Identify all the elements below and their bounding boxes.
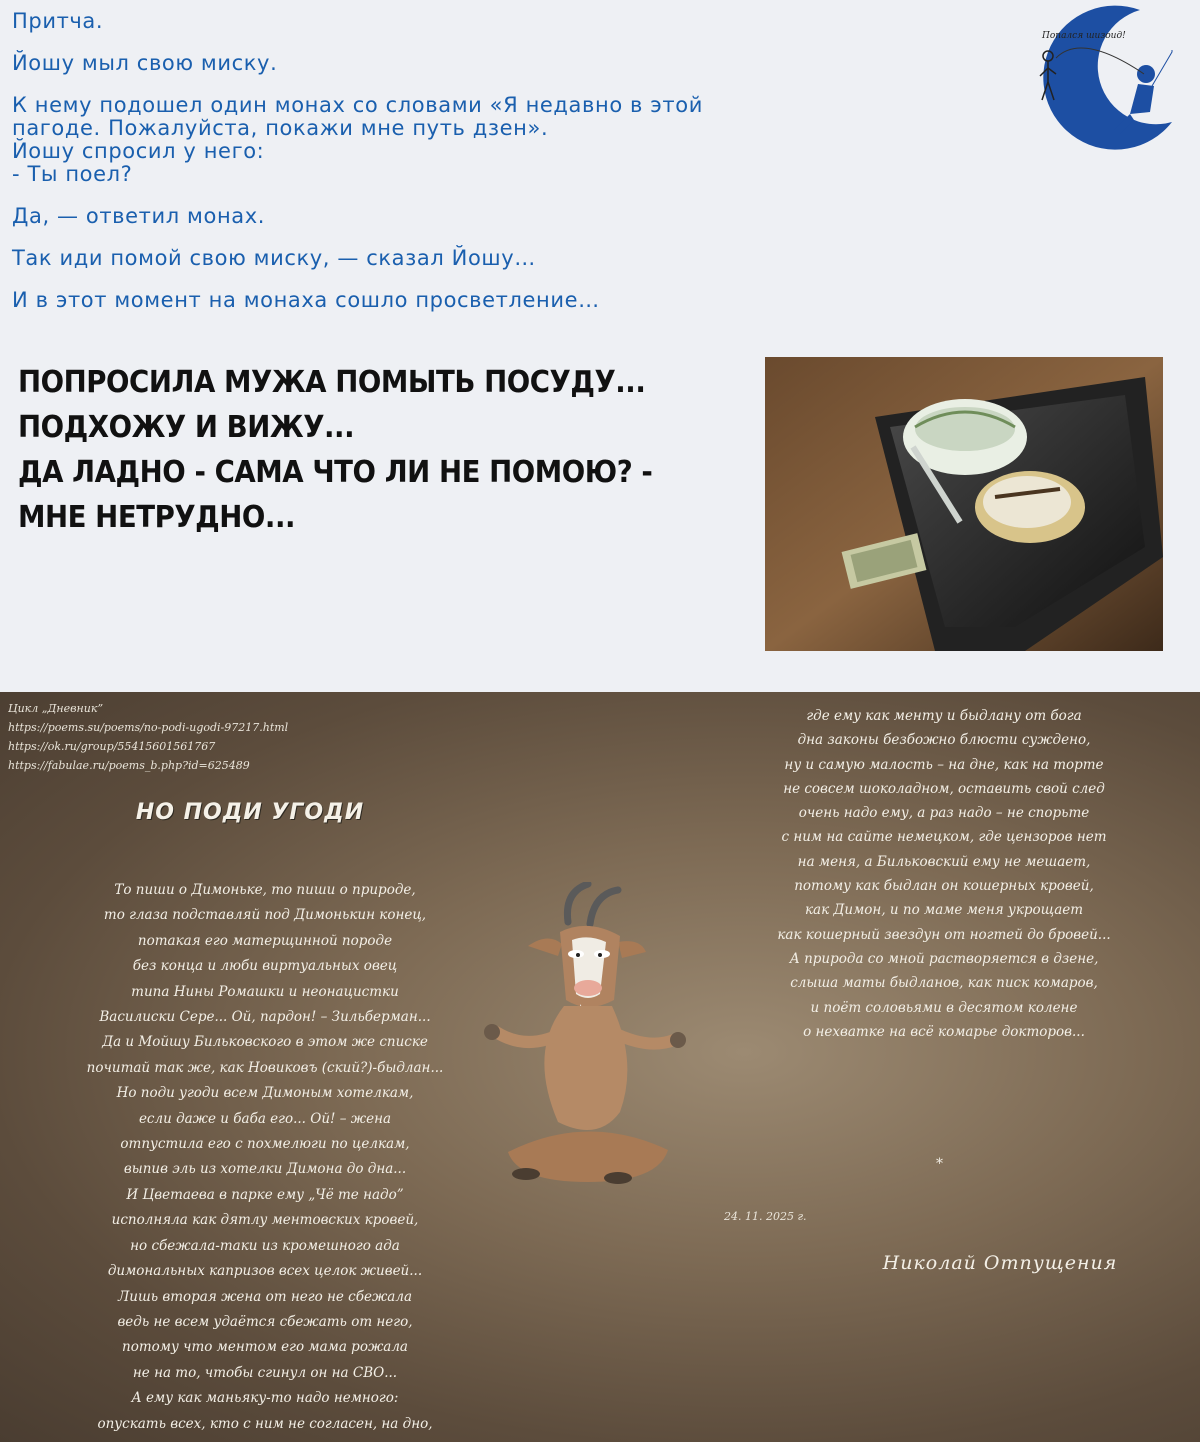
parable-paragraph: Да, — ответил монах. (12, 204, 266, 228)
poem-line: где ему как менту и быдлану от бога (806, 708, 1082, 724)
poem-line: и поёт соловьями в десятом колене (810, 999, 1078, 1016)
poem-line: А ему как маньяку-то надо немного: (131, 1390, 399, 1407)
poem-line: не на то, чтобы сгинул он на СВО... (132, 1364, 398, 1381)
poem-line: не совсем шоколадном, оставить свой след (783, 780, 1105, 797)
cycle-label: Цикл „Дневник” (8, 702, 104, 715)
joke-line: ПОПРОСИЛА МУЖА ПОМЫТЬ ПОСУДУ... (18, 365, 646, 400)
poem-line: димональных капризов всех целок живей... (107, 1263, 423, 1280)
moon-fisherman-logo (1022, 2, 1182, 160)
poem-date: 24. 11. 2025 г. (724, 1210, 807, 1223)
poem-line: Василиски Сере... Ой, пардон! – Зильберман... (99, 1009, 431, 1026)
poem-line: на меня, а Бильковский ему не мешает, (797, 853, 1091, 870)
poem-line: И Цветаева в парке ему „Чё те надо” (126, 1186, 404, 1203)
author-name: Николай Отпущения (882, 1252, 1118, 1274)
poem-line: очень надо ему, а раз надо – не спорьте (798, 805, 1090, 822)
poem-line: Лишь вторая жена от него не сбежала (117, 1288, 412, 1305)
joke-line: МНЕ НЕТРУДНО... (18, 500, 296, 535)
parable-title: Притча. (12, 9, 104, 33)
parable-paragraph: - Ты поел? (12, 162, 133, 186)
poem-line: дна законы безбожно блюсти суждено, (797, 732, 1091, 749)
poem-line: типа Нины Ромашки и неонацистки (131, 983, 399, 1000)
poem-line: потакая его матерщинной породе (137, 932, 393, 949)
poem-line: но сбежала-таки из кромешного ада (130, 1237, 400, 1254)
parable-paragraph: Йошу спросил у него: (12, 139, 265, 163)
poem-line: если даже и баба его... Ой! – жена (138, 1110, 392, 1127)
poem-right-column (700, 704, 1188, 1044)
poem-line: как Димон, и по маме меня укрощает (804, 902, 1084, 919)
poem-line: потому как быдлан он кошерных кровей, (794, 878, 1094, 895)
poem-line: потому что ментом его мама рожала (122, 1339, 408, 1356)
parable-paragraph: Йошу мыл свою миску. (12, 51, 278, 75)
poem-panel (0, 692, 1200, 1442)
poem-line: слыша маты быдланов, как писк комаров, (790, 975, 1098, 992)
parable-paragraph: пагоде. Пожалуйста, покажи мне путь дзен». (12, 116, 549, 140)
poem-line: Да и Мойшу Бильковского в этом же списке (102, 1034, 428, 1051)
parable-paragraph: Так иди помой свою миску, — сказал Йошу… (12, 246, 536, 270)
poem-line: опускать всех, кто с ним не согласен, на дно, (97, 1415, 433, 1432)
parable-paragraph: К нему подошел один монах со словами «Я недавно в этой (12, 93, 703, 117)
poem-line: отпустила его с похмелюги по целкам, (120, 1136, 410, 1153)
dirty-dishes-photo (765, 357, 1163, 651)
top-panel (0, 0, 1200, 692)
poem-line: ну и самую малость – на дне, как на торте (784, 756, 1104, 773)
poem-link[interactable]: https://ok.ru/group/55415601561767 (8, 740, 216, 753)
poem-line: без конца и люби виртуальных овец (132, 958, 398, 975)
poem-header (8, 699, 288, 775)
poem-line: исполняла как дятлу ментовских кровей, (111, 1212, 419, 1229)
parable-paragraph: И в этот момент на монаха сошло просветление… (12, 288, 600, 312)
poem-line: почитай так же, как Новиковъ (ский?)-быдлан... (86, 1059, 444, 1076)
poem-link[interactable]: https://poems.su/poems/no-podi-ugodi-97217.html (8, 721, 289, 734)
logo-caption: Попался шизоид! (1042, 31, 1126, 41)
poem-line: то глаза подставляй под Димонькин конец, (103, 907, 427, 924)
poem-left-column (20, 878, 510, 1437)
poem-line: А природа со мной растворяется в дзене, (789, 950, 1099, 967)
poem-line: То пиши о Димоньке, то пиши о природе, (114, 882, 416, 898)
poem-line: с ним на сайте немецком, где цензоров нет (781, 829, 1107, 846)
joke-line: ДА ЛАДНО - САМА ЧТО ЛИ НЕ ПОМОЮ? - (18, 455, 653, 490)
poem-line: Но поди угоди всем Димоным хотелкам, (116, 1085, 414, 1102)
joke-line: ПОДХОЖУ И ВИЖУ... (18, 410, 355, 445)
poem-line: ведь не всем удаётся сбежать от него, (117, 1313, 413, 1330)
poem-line: как кошерный звездун от ногтей до бровей... (777, 926, 1111, 943)
parable-text (12, 10, 1002, 312)
asterisk-separator: * (936, 1156, 943, 1172)
wife-joke-text (18, 360, 699, 540)
poem-title: НО ПОДИ УГОДИ (135, 800, 365, 825)
meditating-goat-icon (468, 882, 688, 1202)
poem-link[interactable]: https://fabulae.ru/poems_b.php?id=625489 (8, 759, 250, 772)
poem-line: о нехватке на всё комарье докторов... (803, 1023, 1085, 1040)
poem-line: выпив эль из хотелки Димона до дна... (123, 1161, 407, 1178)
